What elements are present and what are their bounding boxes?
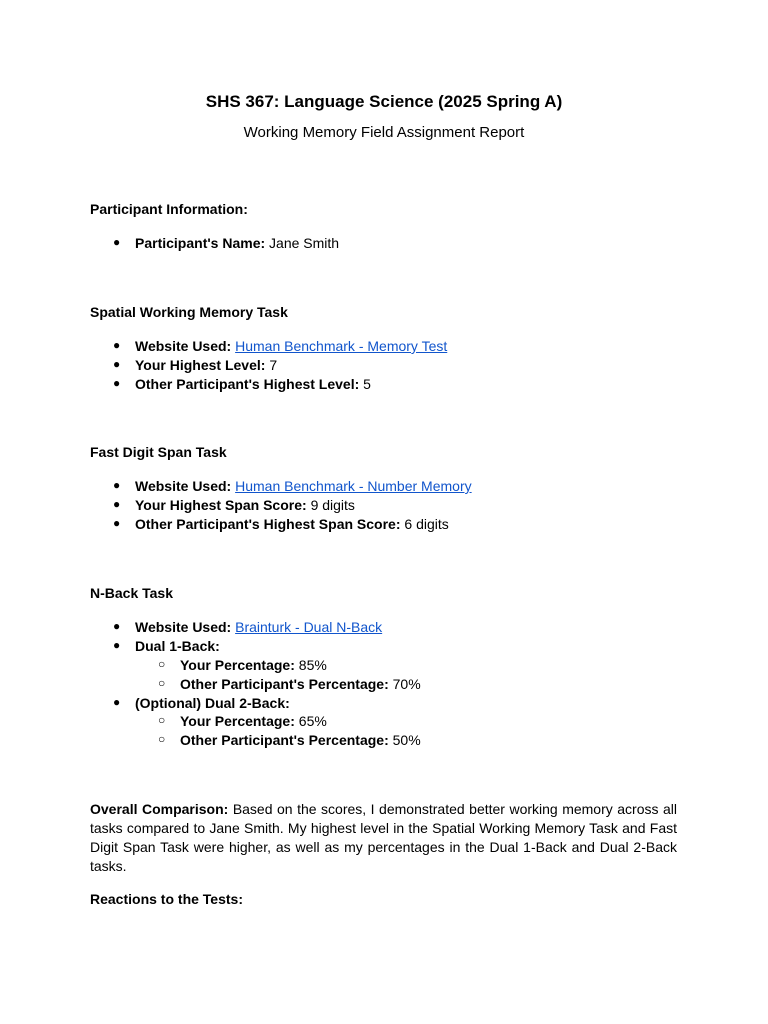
comparison-label: Overall Comparison: xyxy=(90,801,229,817)
nback-website-label: Website Used: xyxy=(135,619,232,635)
spatial-highest-label: Your Highest Level: xyxy=(135,357,266,373)
dual1-label: Dual 1-Back: xyxy=(135,638,220,654)
hollow-bullet-icon: ○ xyxy=(158,732,166,746)
dual1-your-value: 85% xyxy=(298,657,327,673)
dual2-label: (Optional) Dual 2-Back: xyxy=(135,695,290,711)
dual1-your-item xyxy=(158,657,327,673)
bullet-icon: ● xyxy=(113,376,121,390)
digit-website-link[interactable]: Human Benchmark - Number Memory xyxy=(235,478,472,494)
hollow-bullet-icon: ○ xyxy=(158,676,166,690)
digit-other-label: Other Participant's Highest Span Score: xyxy=(135,516,401,532)
dual1-item xyxy=(113,638,220,654)
digit-website-item xyxy=(113,478,472,494)
bullet-icon: ● xyxy=(113,338,121,352)
reactions-heading: Reactions to the Tests: xyxy=(90,891,243,907)
participant-name-label: Participant's Name: xyxy=(135,235,266,251)
bullet-icon: ● xyxy=(113,478,121,492)
spatial-other-value: 5 xyxy=(363,376,371,392)
digit-highest-item xyxy=(113,497,355,513)
bullet-icon: ● xyxy=(113,357,121,371)
spatial-highest-value: 7 xyxy=(269,357,278,373)
digit-website-label: Website Used: xyxy=(135,478,232,494)
hollow-bullet-icon: ○ xyxy=(158,713,166,727)
spatial-heading: Spatial Working Memory Task xyxy=(90,304,288,320)
dual2-item xyxy=(113,695,290,711)
digit-heading: Fast Digit Span Task xyxy=(90,444,227,460)
dual1-other-value: 70% xyxy=(392,676,421,692)
digit-other-value: 6 digits xyxy=(404,516,449,532)
comparison-paragraph xyxy=(90,800,677,876)
nback-website-link[interactable]: Brainturk - Dual N-Back xyxy=(235,619,383,635)
nback-website-item xyxy=(113,619,383,635)
hollow-bullet-icon: ○ xyxy=(158,657,166,671)
participant-heading: Participant Information: xyxy=(90,201,248,217)
bullet-icon: ● xyxy=(113,497,121,511)
document-title: SHS 367: Language Science (2025 Spring A) xyxy=(205,92,563,111)
dual2-other-item xyxy=(158,732,421,748)
comparison-text: Based on the scores, I demonstrated better working memory across all tasks compared to Jane Smith. My highest level in the Spatial Working Memory Task and Fast Digit Span Task were higher, as well as my percentages in the Dual 1-Back and Dual 2-Back tasks. xyxy=(90,801,677,874)
spatial-highest-item xyxy=(113,357,278,373)
dual1-other-label: Other Participant's Percentage: xyxy=(180,676,389,692)
dual1-your-label: Your Percentage: xyxy=(180,657,295,673)
dual1-other-item xyxy=(158,676,421,692)
spatial-website-item xyxy=(113,338,448,354)
dual2-your-value: 65% xyxy=(298,713,327,729)
digit-other-item xyxy=(113,516,449,532)
dual2-other-value: 50% xyxy=(392,732,421,748)
participant-name-value: Jane Smith xyxy=(269,235,340,251)
dual2-other-label: Other Participant's Percentage: xyxy=(180,732,389,748)
bullet-icon: ● xyxy=(113,619,121,633)
digit-highest-value: 9 digits xyxy=(310,497,355,513)
spatial-other-item xyxy=(113,376,371,392)
nback-heading: N-Back Task xyxy=(90,585,174,601)
digit-highest-label: Your Highest Span Score: xyxy=(135,497,307,513)
bullet-icon: ● xyxy=(113,235,121,249)
bullet-icon: ● xyxy=(113,638,121,652)
dual2-your-label: Your Percentage: xyxy=(180,713,295,729)
bullet-icon: ● xyxy=(113,516,121,530)
document-subtitle: Working Memory Field Assignment Report xyxy=(243,124,525,141)
dual2-your-item xyxy=(158,713,327,729)
spatial-other-label: Other Participant's Highest Level: xyxy=(135,376,360,392)
bullet-icon: ● xyxy=(113,695,121,709)
spatial-website-label: Website Used: xyxy=(135,338,232,354)
participant-name-item xyxy=(113,235,340,251)
spatial-website-link[interactable]: Human Benchmark - Memory Test xyxy=(235,338,448,354)
